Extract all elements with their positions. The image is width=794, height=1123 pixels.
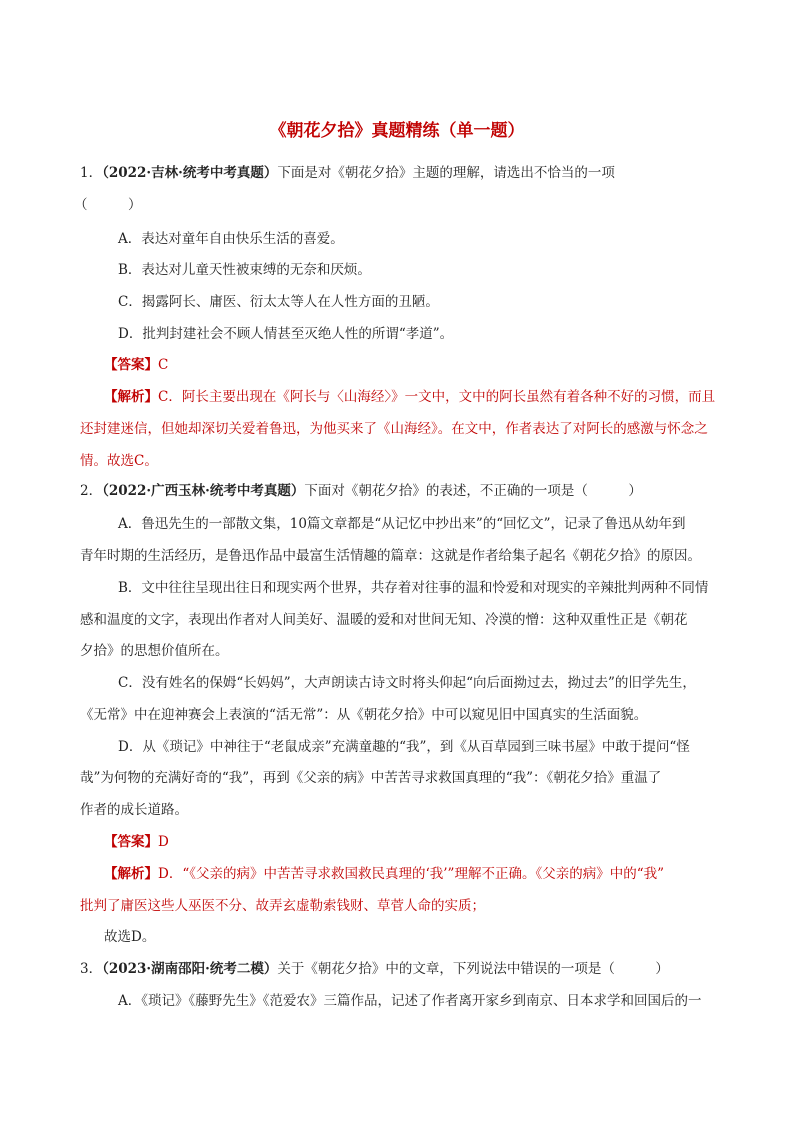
conclusion-line: 故选D。 [104, 929, 156, 945]
question-text: 下面对《朝花夕拾》的表述，不正确的一项是（ ） [304, 483, 642, 499]
option-a-cont: 青年时期的生活经历，是鲁迅作品中最富生活情趣的篇章：这就是作者给集子起名《朝花夕拾》的原因。 [80, 548, 701, 564]
analysis-line: 批判了庸医这些人巫医不分、故弄玄虚勒索钱财、草菅人命的实质； [80, 898, 485, 914]
option-b-cont: 感和温度的文字，表现出作者对人间美好、温暖的爱和对世间无知、冷漠的憎：这种双重性正是《朝花 [80, 612, 688, 628]
option-d: D．从《琐记》中神往于“老鼠成亲”充满童趣的“我”，到《从百草园到三味书屋》中敢于提问“怪 [118, 739, 690, 755]
question-source: （2022·广西玉林·统考中考真题） [102, 483, 305, 499]
answer-tag: 【答案】 [104, 357, 158, 373]
option-a: A．《琐记》《藤野先生》《范爱农》三篇作品，记述了作者离开家乡到南京、日本求学和回国后的一 [118, 993, 702, 1009]
analysis-line: 还封建迷信，但她却深切关爱着鲁迅，为他买来了《山海经》。在文中，作者表达了对阿长的感激与怀念之 [80, 421, 708, 437]
option-d-cont: 作者的成长道路。 [80, 802, 188, 818]
option-d: D．批判封建社会不顾人情甚至灭绝人性的所谓“孝道”。 [118, 326, 454, 342]
option-c: C．揭露阿长、庸医、衍太太等人在人性方面的丑陋。 [118, 294, 439, 310]
analysis-text: D．“《父亲的病》中苦苦寻求救国救民真理的‘我’”理解不正确。《父亲的病》中的“我” [158, 866, 665, 882]
question-text: 关于《朝花夕拾》中的文章，下列说法中错误的一项是（ ） [277, 961, 669, 977]
analysis-tag: 【解析】 [104, 866, 158, 882]
answer-tag: 【答案】 [104, 834, 158, 850]
question-source: （2023·湖南邵阳·统考二模） [102, 961, 278, 977]
analysis-tag: 【解析】 [104, 389, 158, 405]
option-b: B．表达对儿童天性被束缚的无奈和厌烦。 [118, 262, 371, 278]
answer-line [104, 836, 169, 850]
answer-bracket: （ ） [74, 197, 142, 213]
question-text: 下面是对《朝花夕拾》主题的理解，请选出不恰当的一项 [277, 165, 615, 181]
option-c: C．没有姓名的保姆“长妈妈”，大声朗读古诗文时将头仰起“向后面拗过去，拗过去”的旧学先生， [118, 675, 696, 691]
question-1-stem [80, 167, 615, 181]
question-number: 1． [80, 165, 103, 181]
option-a: A．鲁迅先生的一部散文集，10篇文章都是“从记忆中抄出来”的“回忆文”，记录了鲁迅从幼年到 [118, 516, 686, 532]
analysis-text: C．阿长主要出现在《阿长与〈山海经〉》一文中，文中的阿长虽然有着各种不好的习惯，而且 [158, 389, 716, 405]
option-b-cont: 夕拾》的思想价值所在。 [80, 643, 229, 659]
question-2-stem [80, 485, 642, 499]
answer-line [104, 359, 168, 373]
option-a: A．表达对童年自由快乐生活的喜爱。 [118, 231, 344, 247]
question-number: 2． [80, 483, 103, 499]
question-number: 3． [80, 961, 103, 977]
analysis-line [104, 868, 664, 882]
analysis-line [104, 391, 715, 405]
answer-value: C [158, 357, 169, 373]
question-3-stem [80, 963, 669, 977]
question-source: （2022·吉林·统考中考真题） [102, 165, 278, 181]
page-title: 《朝花夕拾》真题精练（单一题） [269, 121, 525, 141]
option-b: B．文中往往呈现出往日和现实两个世界，共存着对往事的温和怜爱和对现实的辛辣批判两种不同情 [118, 580, 709, 596]
option-d-cont: 哉”为何物的充满好奇的“我”，再到《父亲的病》中苦苦寻求救国真理的“我”：《朝花夕拾》重温了 [80, 770, 662, 786]
analysis-line: 情。故选C。 [80, 453, 158, 469]
answer-value: D [158, 834, 169, 850]
option-c-cont: 《无常》中在迎神赛会上表演的“活无常”：从《朝花夕拾》中可以窥见旧中国真实的生活面貌。 [80, 707, 648, 723]
